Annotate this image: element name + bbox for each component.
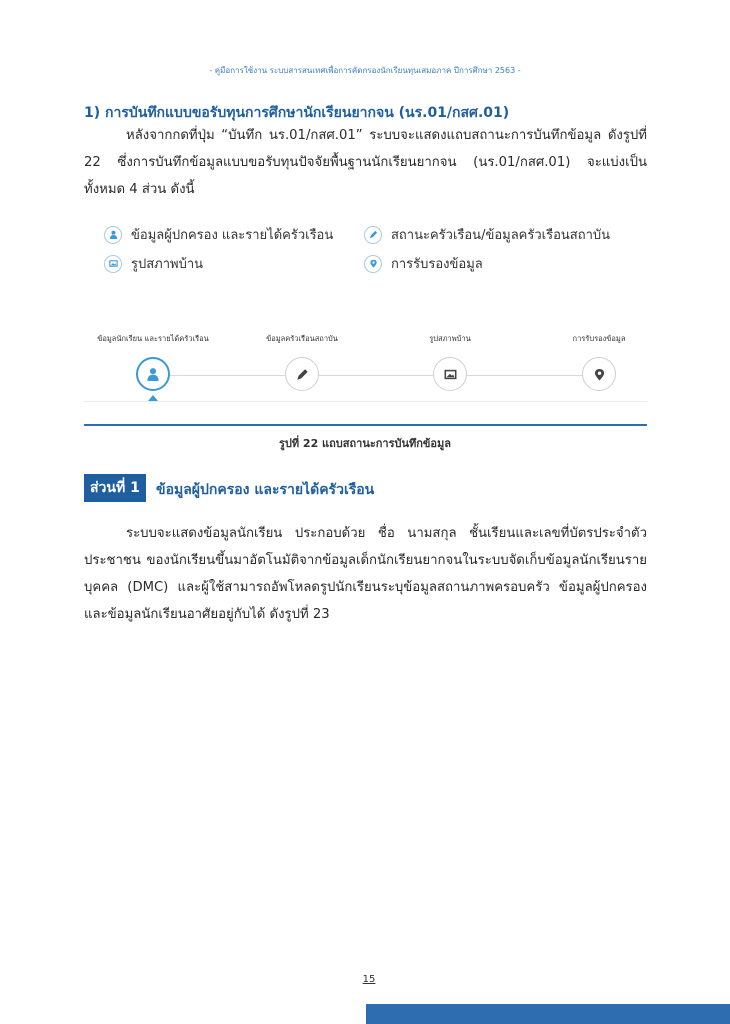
step-household-institution[interactable]	[285, 357, 319, 391]
step-certification[interactable]	[582, 357, 616, 391]
legend-item-household-status	[364, 224, 610, 245]
step-label-house-photo: รูปสภาพบ้าน	[429, 334, 471, 343]
user-icon	[146, 367, 160, 381]
intro-text: หลังจากกดที่ปุ่ม “บันทึก นร.01/กสศ.01” ระบบจะแสดงแถบสถานะการบันทึกข้อมูล ดังรูปที่ 22 ซึ่งการบันทึกข้อมูลแบบขอรับทุนปัจจัยพื้นฐานนักเรียนยากจน (นร.01/กสศ.01) จะแบ่งเป็นทั้งหมด 4 ส่วน ดังนี้	[84, 128, 647, 197]
pencil-icon	[364, 226, 382, 244]
legend-label: สถานะครัวเรือน/ข้อมูลครัวเรือนสถาบัน	[391, 228, 611, 243]
legend-item-house-photo	[104, 253, 203, 274]
figure-rule	[84, 424, 647, 426]
pencil-icon	[296, 368, 309, 381]
part-badge: ส่วนที่ 1	[84, 474, 146, 502]
intro-paragraph	[84, 122, 647, 203]
footer-bar	[366, 1004, 730, 1024]
section-title: 1) การบันทึกแบบขอรับทุนการศึกษานักเรียนยากจน (นร.01/กสศ.01)	[84, 105, 510, 121]
stepper-divider	[84, 401, 647, 402]
legend-label: รูปสภาพบ้าน	[131, 257, 204, 272]
image-icon	[104, 255, 122, 273]
legend-label: ข้อมูลผู้ปกครอง และรายได้ครัวเรือน	[131, 228, 334, 243]
image-icon	[444, 368, 457, 381]
legend-label: การรับรองข้อมูล	[391, 257, 483, 272]
legend-item-parent-info	[104, 224, 333, 245]
part-title: ข้อมูลผู้ปกครอง และรายได้ครัวเรือน	[156, 482, 375, 498]
step-student-info[interactable]	[136, 357, 170, 391]
legend-item-certification	[364, 253, 483, 274]
step-label-certification: การรับรองข้อมูล	[572, 334, 626, 343]
status-stepper	[84, 324, 647, 404]
stepper-connector	[153, 375, 599, 376]
running-header: - คู่มือการใช้งาน ระบบสารสนเทศเพื่อการคัดกรองนักเรียนทุนเสมอภาค ปีการศึกษา 2563 -	[209, 66, 521, 75]
step-label-student-info: ข้อมูลนักเรียน และรายได้ครัวเรือน	[97, 334, 209, 343]
map-pin-icon	[364, 255, 382, 273]
step-label-household-institution: ข้อมูลครัวเรือนสถาบัน	[266, 334, 338, 343]
figure-caption: รูปที่ 22 แถบสถานะการบันทึกข้อมูล	[278, 437, 452, 450]
map-pin-icon	[593, 368, 606, 381]
part1-text: ระบบจะแสดงข้อมูลนักเรียน ประกอบด้วย ชื่อ นามสกุล ชั้นเรียนและเลขที่บัตรประจำตัวประชาชน ของนักเรียนขึ้นมาอัตโนมัติจากข้อมูลเด็กนักเรียนยากจนในระบบจัดเก็บข้อมูลนักเรียนรายบุคคล (DMC) และผู้ใช้สามารถอัพโหลดรูปนักเรียนระบุข้อมูลสถานภาพครอบครัว ข้อมูลผู้ปกครองและข้อมูลนักเรียนอาศัยอยู่กับได้ ดังรูปที่ 23	[84, 526, 647, 622]
page-number: 15	[362, 974, 376, 985]
user-icon	[104, 226, 122, 244]
step-house-photo[interactable]	[433, 357, 467, 391]
part1-paragraph	[84, 520, 647, 628]
